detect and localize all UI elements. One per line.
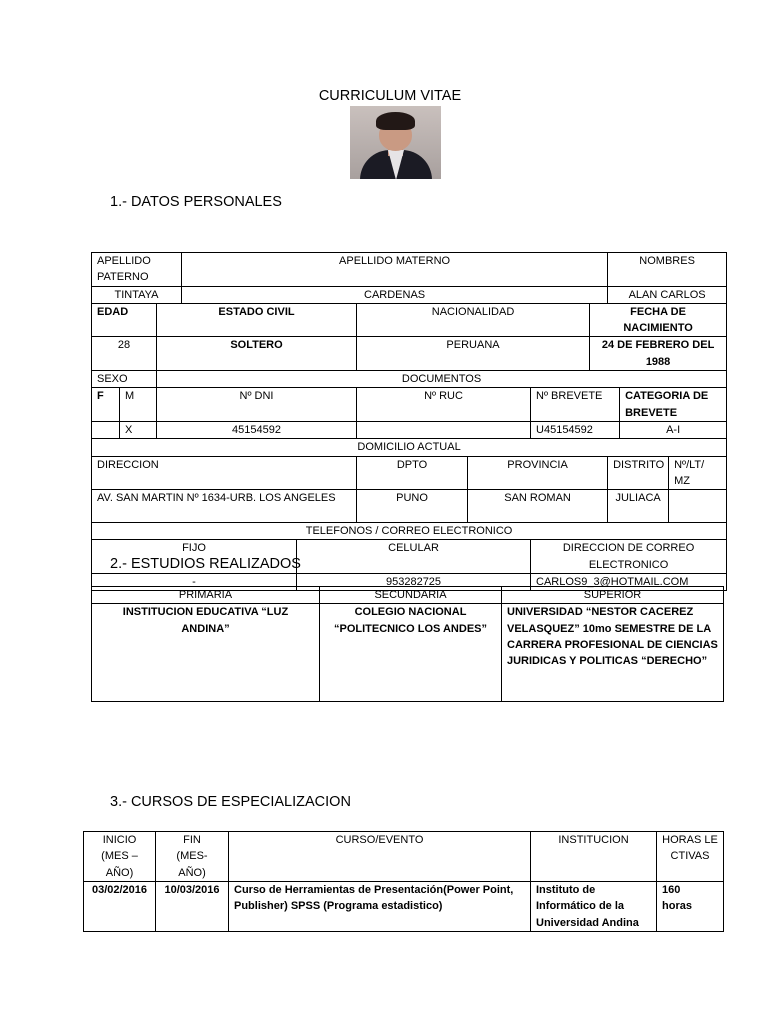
dni-value: 45154592 [157,421,357,438]
header-nombres: NOMBRES [608,253,727,287]
brevete-value: U45154592 [531,421,620,438]
personal-data-table [91,252,727,591]
header-apellido-materno: APELLIDO MATERNO [182,253,608,287]
header-direccion: DIRECCION [92,456,357,490]
header-primaria: PRIMARIA [92,587,320,604]
header-nacionalidad: NACIONALIDAD [357,303,590,337]
header-sexo: SEXO [92,371,157,388]
header-fecha-nacimiento: FECHA DE NACIMIENTO [590,303,727,337]
dpto-value: PUNO [357,490,468,523]
header-provincia: PROVINCIA [468,456,608,490]
provincia-value: SAN ROMAN [468,490,608,523]
celular-value: 953282725 [297,574,531,591]
correo-value: CARLOS9_3@HOTMAIL.COM [531,574,727,591]
edad-value: 28 [92,337,157,371]
page-title: CURRICULUM VITAE [318,88,462,104]
header-distrito: DISTRITO [608,456,669,490]
header-secundaria: SECUNDARIA [320,587,502,604]
header-estado-civil: ESTADO CIVIL [157,303,357,337]
course-curso: Curso de Herramientas de Presentación(Power Point, Publisher) SPSS (Programa estadistico) [229,882,531,932]
primaria-value: INSTITUCION EDUCATIVA “LUZ ANDINA” [92,604,320,702]
fecha-nacimiento-value: 24 DE FEBRERO DEL 1988 [590,337,727,371]
header-edad: EDAD [92,303,157,337]
header-horas-lectivas: HORAS LECTIVAS [657,832,724,882]
secundaria-value: COLEGIO NACIONAL “POLITECNICO LOS ANDES” [320,604,502,702]
header-dni: Nº DNI [157,388,357,422]
header-sexo-m: M [120,388,157,422]
distrito-value: JULIACA [608,490,669,523]
nacionalidad-value: PERUANA [357,337,590,371]
header-inicio: INICIO (MES – AÑO) [84,832,156,882]
header-dpto: DPTO [357,456,468,490]
header-institucion: INSTITUCION [531,832,657,882]
nlt-mz-value [669,490,727,523]
header-sexo-f: F [92,388,120,422]
direccion-value: AV. SAN MARTIN Nº 1634-URB. LOS ANGELES [92,490,357,523]
nombres-value: ALAN CARLOS [608,286,727,303]
apellido-paterno-value: TINTAYA [92,286,182,303]
header-apellido-paterno: APELLIDO PATERNO [92,253,182,287]
courses-table [83,831,724,932]
header-categoria-brevete: CATEGORIA DE BREVETE [620,388,727,422]
header-documentos: DOCUMENTOS [157,371,727,388]
section-personal-heading: 1.- DATOS PERSONALES [110,194,282,210]
header-brevete: Nº BREVETE [531,388,620,422]
header-celular: CELULAR [297,540,531,574]
course-inicio: 03/02/2016 [84,882,156,932]
estado-civil-value: SOLTERO [157,337,357,371]
section-courses-heading: 3.- CURSOS DE ESPECIALIZACION [110,794,351,810]
header-fin: FIN (MES- AÑO) [156,832,229,882]
ruc-value [357,421,531,438]
header-superior: SUPERIOR [502,587,724,604]
header-curso-evento: CURSO/EVENTO [229,832,531,882]
header-correo: DIRECCION DE CORREO ELECTRONICO [531,540,727,574]
categoria-brevete-value: A-I [620,421,727,438]
header-fijo: FIJO [92,540,297,574]
apellido-materno-value: CARDENAS [182,286,608,303]
superior-value: UNIVERSIDAD “NESTOR CACEREZ VELASQUEZ” 10mo SEMESTRE DE LA CARRERA PROFESIONAL DE CIENCIAS JURIDICAS Y POLITICAS “DERECHO” [502,604,724,702]
header-ruc: Nº RUC [357,388,531,422]
section-studies-heading: 2.- ESTUDIOS REALIZADOS [110,556,301,572]
course-horas: 160 horas [657,882,724,932]
fijo-value: - [92,574,297,591]
profile-photo [350,106,441,179]
header-nlt-mz: Nº/LT/ MZ [669,456,727,490]
studies-table [91,586,724,702]
header-telefonos-correo: TELEFONOS / CORREO ELECTRONICO [92,523,727,540]
header-domicilio-actual: DOMICILIO ACTUAL [92,439,727,456]
sexo-m-value: X [120,421,157,438]
sexo-f-value [92,421,120,438]
course-institucion: Instituto de Informático de la Universidad Andina [531,882,657,932]
course-fin: 10/03/2016 [156,882,229,932]
